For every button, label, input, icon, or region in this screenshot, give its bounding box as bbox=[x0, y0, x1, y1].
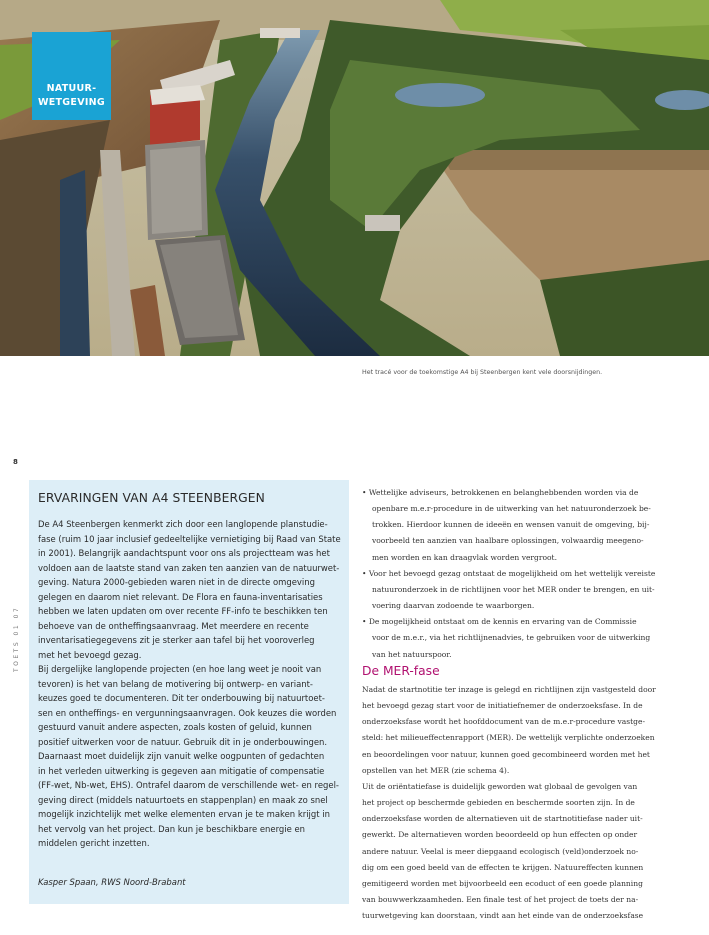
box-line: voldoen aan de laatste stand van zaken ten aanzien van de natuurwet- bbox=[38, 562, 340, 573]
box-line: geving. Natura 2000-gebieden waren niet in de directe omgeving bbox=[38, 577, 315, 587]
bullet-line: natuuronderzoek in de richtlijnen voor het MER onder te brengen, en uit- bbox=[372, 584, 655, 594]
box-body bbox=[38, 517, 346, 851]
bullet-line: voor de m.e.r., via het richtlijnenadvies, te gebruiken voor de uitwerking bbox=[372, 633, 651, 643]
body-line: andere natuur. Veelal is meer diepgaand ecologisch (veld)onderzoek no- bbox=[362, 846, 639, 856]
box-line: mogelijk inzichtelijk met welke elementen ervan je te maken krijgt in bbox=[38, 809, 330, 819]
body-line: dig om een goed beeld van de effecten te krijgen. Natuureffecten kunnen bbox=[362, 862, 644, 872]
box-line: sen en ontheffings- en vergunningsaanvragen. Ook keuzes die worden bbox=[38, 707, 337, 718]
bullet-dot-icon: • bbox=[362, 617, 369, 627]
section-tag-line2: WETGEVING bbox=[37, 97, 106, 108]
box-line: in het verleden uitwerking is gegeven aan mitigatie of compensatie bbox=[38, 765, 325, 776]
box-title: ERVARINGEN VAN A4 STEENBERGEN bbox=[38, 491, 265, 505]
body-line: gewerkt. De alternatieven worden beoordeeld op hun effecten op onder bbox=[362, 830, 638, 840]
body-line: onderzoeksfase wordt het hoofddocument van de m.e.r-procedure vastge- bbox=[362, 717, 646, 727]
body-line: het bevoegd gezag start voor de initiatiefnemer de onderzoeksfase. In de bbox=[362, 701, 643, 711]
bullet-line: trokken. Hierdoor kunnen de ideeën en wensen vanuit de omgeving, bij- bbox=[372, 520, 650, 530]
section-tag-line1: NATUUR- bbox=[46, 83, 97, 94]
box-line: fase (ruim 10 jaar inclusief gedeeltelijke vernietiging bij Raad van State bbox=[38, 533, 341, 544]
bullet-line: voorbeeld ten aanzien van haalbare oplossingen, volwaardig meegeno- bbox=[372, 536, 644, 546]
body-line: van bouwwerkzaamheden. Een finale test of het project de toets der na- bbox=[362, 895, 639, 905]
experience-box bbox=[29, 480, 349, 904]
box-line: middelen gericht inzetten. bbox=[38, 838, 150, 848]
bullet-item bbox=[362, 566, 676, 614]
box-line: gelegen en daarom niet relevant. De Flora en fauna-inventarisaties bbox=[38, 591, 323, 602]
bullet-line: Wettelijke adviseurs, betrokkenen en belanghebbenden worden via de bbox=[368, 488, 639, 497]
bullet-line: Voor het bevoegd gezag ontstaat de mogelijkheid om het wettelijk vereiste bbox=[368, 568, 656, 578]
bullet-line: van het natuurspoor. bbox=[372, 649, 452, 659]
box-line: hebben we laten updaten om over recente FF-info te beschikken ten bbox=[38, 606, 328, 616]
box-line: behoeve van de ontheffingsaanvraag. Met meerdere en recente bbox=[38, 620, 309, 631]
box-line: inventarisatiegegevens zit je sterker aan tafel bij het vooroverleg bbox=[38, 635, 315, 645]
bullet-line: De mogelijkheid ontstaat om de kennis en ervaring van de Commissie bbox=[368, 617, 637, 627]
body-line: opstellen van het MER (zie schema 4). bbox=[362, 765, 510, 775]
box-line: gestuurd vanuit andere aspecten, zoals kosten of geluid, kunnen bbox=[38, 722, 312, 732]
body-line: en beoordelingen voor natuur, kunnen goed gecombineerd worden met het bbox=[362, 749, 650, 759]
bullet-line: openbare m.e.r-procedure in de uitwerking van het natuuronderzoek be- bbox=[372, 504, 651, 514]
mer-fase-body bbox=[362, 682, 676, 924]
body-line: Nadat de startnotitie ter inzage is gelegd en richtlijnen zijn vastgesteld door bbox=[362, 685, 656, 694]
bullet-item bbox=[362, 614, 676, 662]
page-number: 8 bbox=[13, 458, 18, 466]
box-line: De A4 Steenbergen kenmerkt zich door een langlopende planstudie- bbox=[38, 519, 328, 529]
bullet-item bbox=[362, 485, 676, 566]
box-signature: Kasper Spaan, RWS Noord-Brabant bbox=[38, 877, 186, 887]
box-line: het vervolg van het project. Dan kun je beschikbare energie en bbox=[38, 823, 306, 834]
box-line: Bij dergelijke langlopende projecten (en hoe lang weet je nooit van bbox=[38, 664, 322, 674]
box-line: met het bevoegd gezag. bbox=[38, 649, 142, 660]
bullet-line: voering daarvan zodoende te waarborgen. bbox=[372, 601, 535, 611]
body-line: onderzoeksfase worden de alternatieven uit de startnotitiefase nader uit- bbox=[362, 814, 643, 824]
box-line: positief uitwerken voor de natuur. Gebruik dit in je onderbouwingen. bbox=[38, 736, 328, 747]
box-line: (FF-wet, Nb-wet, EHS). Ontrafel daarom de verschillende wet- en regel- bbox=[38, 780, 339, 790]
body-line: Uit de oriëntatiefase is duidelijk geworden wat globaal de gevolgen van bbox=[362, 781, 638, 791]
side-label-text: TOETS 01 07 bbox=[13, 605, 20, 672]
box-line: in 2001). Belangrijk aandachtspunt voor ons als projectteam was het bbox=[38, 548, 330, 558]
body-line: het project op beschermde gebieden en beschermde soorten zijn. In de bbox=[362, 798, 635, 808]
side-label bbox=[13, 605, 21, 672]
box-line: Daarnaast moet duidelijk zijn vanuit welke oogpunten of gedachten bbox=[38, 751, 325, 761]
bullet-line: men worden en kan draagvlak worden vergroot. bbox=[372, 552, 557, 562]
body-line: gemitigeerd worden met bijvoorbeeld een ecoduct of een goede planning bbox=[362, 878, 643, 888]
section-tag bbox=[32, 32, 111, 120]
photo-caption: Het tracé voor de toekomstige A4 bij Steenbergen kent vele doorsnijdingen. bbox=[362, 369, 603, 376]
bullet-dot-icon: • bbox=[362, 488, 369, 497]
box-line: tevoren) is het van belang de motivering bij ontwerp- en variant- bbox=[38, 678, 313, 689]
body-line: tuurwetgeving kan doorstaan, vindt aan het einde van de onderzoeksfase bbox=[362, 911, 644, 921]
bullet-list bbox=[362, 485, 676, 663]
section-tag-text bbox=[32, 82, 111, 110]
section-heading-mer-fase: De MER-fase bbox=[362, 664, 440, 678]
box-line: keuzes goed te documenteren. Dit ter onderbouwing bij natuurtoet- bbox=[38, 693, 325, 703]
box-line: geving direct (middels natuurtoets en stappenplan) en maak zo snel bbox=[38, 794, 328, 805]
body-line: steld: het milieueffectenrapport (MER). De wettelijk verplichte onderzoeken bbox=[362, 733, 655, 743]
bullet-dot-icon: • bbox=[362, 568, 369, 578]
